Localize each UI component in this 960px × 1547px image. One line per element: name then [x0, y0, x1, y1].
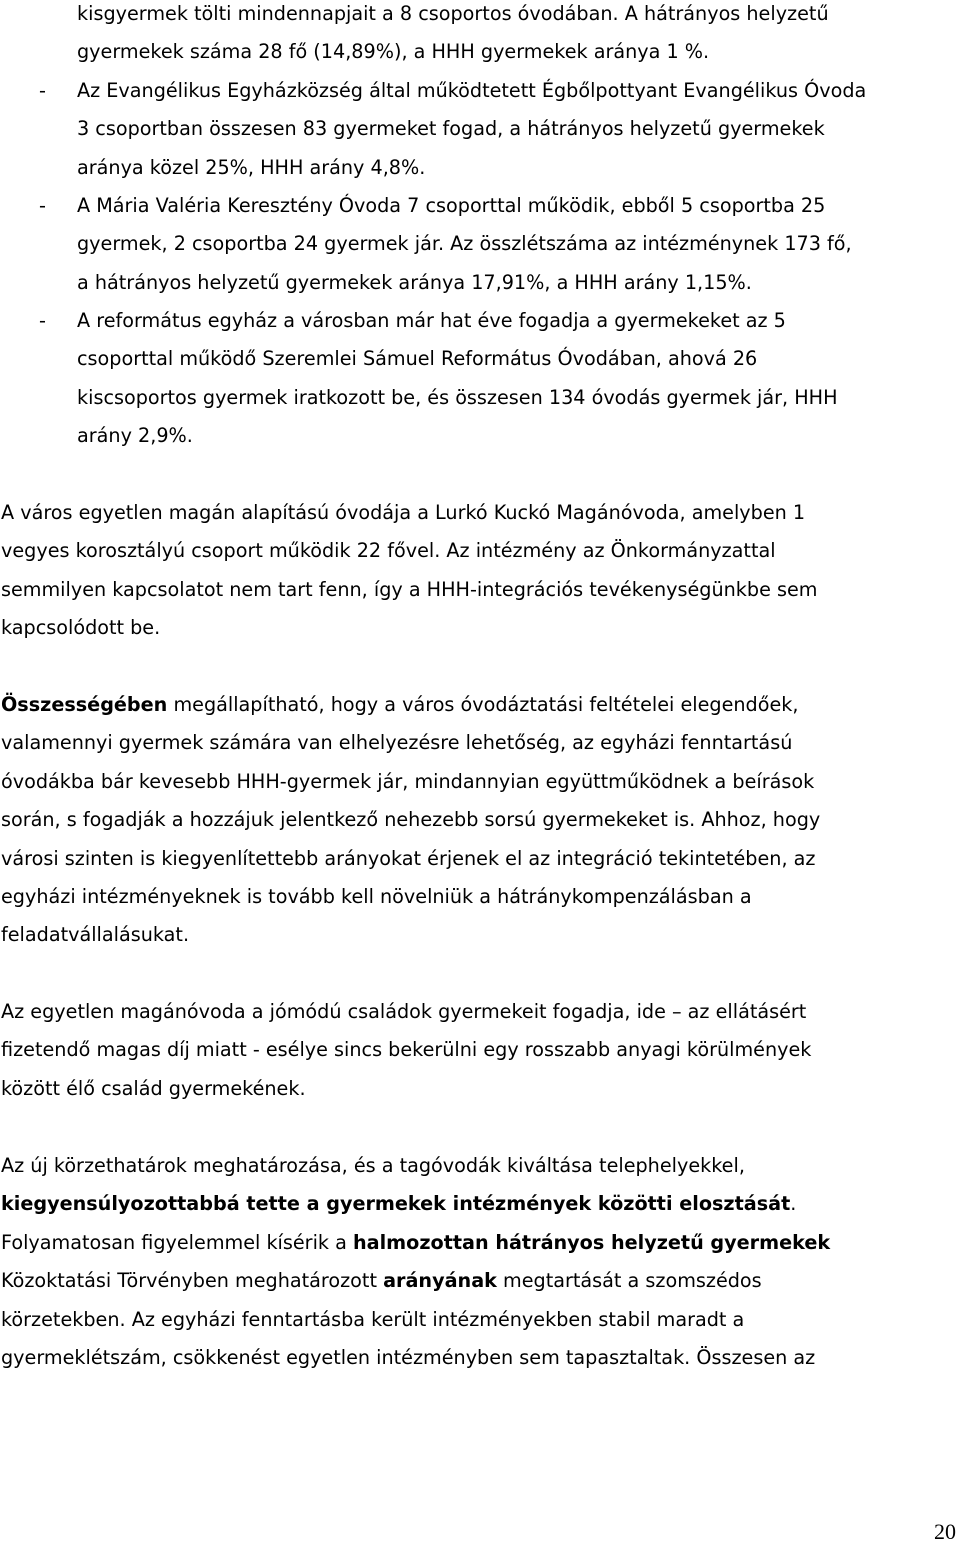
bold-phrase: kiegyensúlyozottabbá tette a gyermekek intézmények közötti elosztását: [1, 1192, 791, 1216]
text-line: Az új körzethatárok meghatározása, és a tagóvodák kiváltása telephelyekkel,: [1, 1154, 745, 1177]
text-line: kiscsoportos gyermek iratkozott be, és összesen 134 óvodás gyermek jár, HHH: [77, 385, 838, 409]
text-line: A református egyház a városban már hat éve fogadja a gyermekeket az 5: [77, 309, 786, 332]
text-line: fizetendő magas díj miatt - esélye sincs bekerülni egy rosszabb anyagi körülmények: [1, 1038, 812, 1062]
text-line: Folyamatosan figyelemmel kísérik a halmozottan hátrányos helyzetű gyermekek: [1, 1230, 831, 1254]
text-line: kiegyensúlyozottabbá tette a gyermekek intézmények közötti elosztását.: [1, 1192, 797, 1216]
text-line: csoporttal működő Szeremlei Sámuel Református Óvodában, ahová 26: [77, 347, 758, 371]
text-line: között élő család gyermekének.: [1, 1076, 306, 1100]
text-line: városi szinten is kiegyenlítettebb arányokat érjenek el az integráció tekintetében, az: [1, 846, 816, 870]
bullet-dash: -: [39, 194, 46, 217]
page-number: 20: [934, 1519, 956, 1544]
text-line: 3 csoportban összesen 83 gyermeket fogad, a hátrányos helyzetű gyermekek: [77, 117, 825, 141]
text-line: óvodákba bár kevesebb HHH-gyermek jár, mindannyian együttműködnek a beírások: [1, 769, 815, 793]
text-line: Összességében megállapítható, hogy a város óvodáztatási feltételei elegendőek,: [1, 693, 799, 716]
text-line: gyermek, 2 csoportba 24 gyermek jár. Az összlétszáma az intézménynek 173 fő,: [77, 232, 852, 256]
text-line: aránya közel 25%, HHH arány 4,8%.: [77, 155, 426, 179]
text-line: Az Evangélikus Egyházközség által működtetett Égbőlpottyant Evangélikus Óvoda: [77, 78, 867, 102]
text-line: a hátrányos helyzetű gyermekek aránya 17,91%, a HHH arány 1,15%.: [77, 270, 752, 294]
text-line: feladatvállalásukat.: [1, 923, 190, 947]
bullet-dash: -: [39, 78, 46, 102]
text-line: semmilyen kapcsolatot nem tart fenn, így a HHH-integrációs tevékenységünkbe sem: [1, 577, 818, 601]
text-line: vegyes korosztályú csoport működik 22 fővel. Az intézmény az Önkormányzattal: [1, 539, 776, 563]
text-line: A város egyetlen magán alapítású óvodája a Lurkó Kuckó Magánóvoda, amelyben 1: [1, 501, 806, 524]
text-line: során, s fogadják a hozzájuk jelentkező nehezebb sorsú gyermekeket is. Ahhoz, hogy: [1, 808, 821, 832]
text-line: kisgyermek tölti mindennapjait a 8 csoportos óvodában. A hátrányos helyzetű: [77, 2, 829, 25]
text-line: Közoktatási Törvényben meghatározott arányának megtartását a szomszédos: [1, 1269, 762, 1293]
bold-phrase: arányának: [383, 1269, 497, 1293]
bullet-dash: -: [39, 309, 46, 332]
text-line: gyermeklétszám, csökkenést egyetlen intézményben sem tapasztaltak. Összesen az: [1, 1346, 816, 1369]
text-line: gyermekek száma 28 fő (14,89%), a HHH gyermekek aránya 1 %.: [77, 40, 710, 64]
text-line: arány 2,9%.: [77, 424, 193, 448]
text-line: A Mária Valéria Keresztény Óvoda 7 csoporttal működik, ebből 5 csoportba 25: [77, 194, 826, 217]
bold-lead: Összességében: [1, 693, 168, 716]
text-line: egyházi intézményeknek is tovább kell növelniük a hátránykompenzálásban a: [1, 885, 752, 908]
text-line: körzetekben. Az egyházi fenntartásba került intézményekben stabil maradt a: [1, 1307, 745, 1331]
text-line: Az egyetlen magánóvoda a jómódú családok gyermekeit fogadja, ide – az ellátásért: [1, 1000, 807, 1023]
text-line: kapcsolódott be.: [1, 616, 161, 640]
bold-phrase: halmozottan hátrányos helyzetű gyermekek: [352, 1230, 831, 1254]
text-line: valamennyi gyermek számára van elhelyezésre lehetőség, az egyházi fenntartású: [1, 731, 793, 755]
